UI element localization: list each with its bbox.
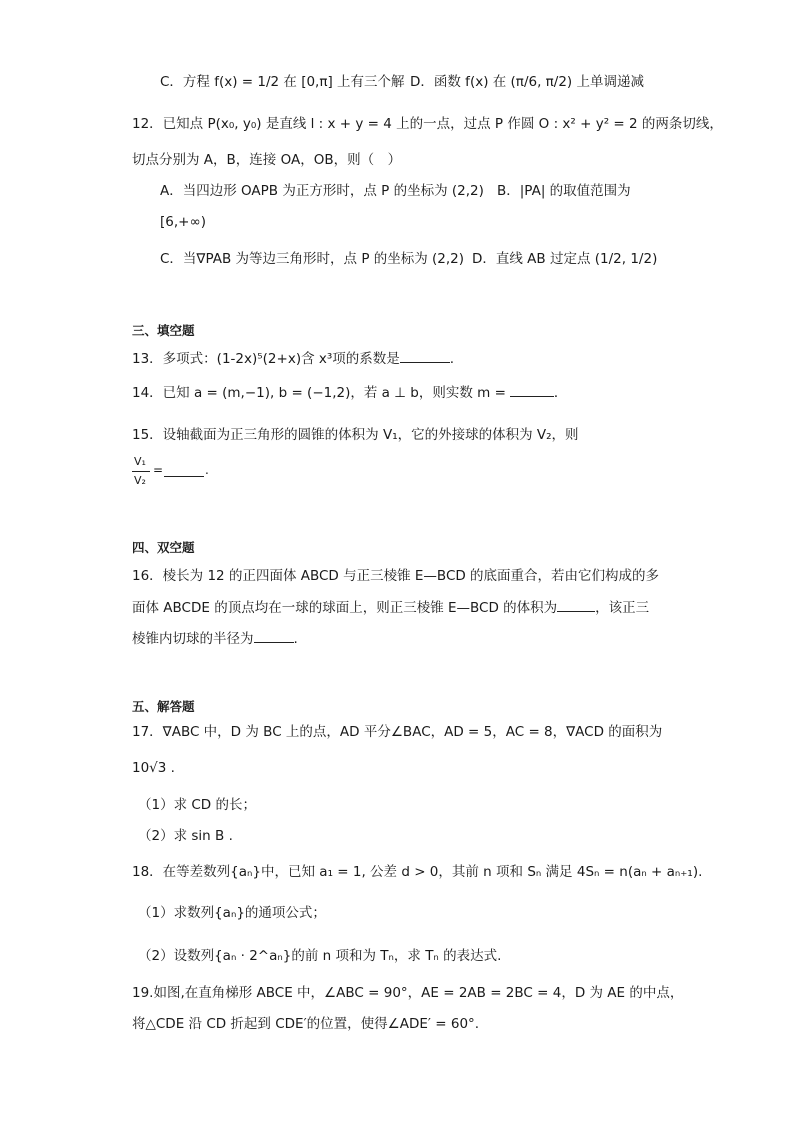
q13-period: .: [449, 351, 455, 367]
q17-part2: （2）求 sin B .: [138, 828, 233, 844]
q16-blank2: [254, 629, 294, 643]
q16-line2-tail: ，该正三: [595, 600, 650, 616]
q13-text: 13．多项式：(1-2x)⁵(2+x)含 x³项的系数是: [132, 351, 400, 367]
q17-line2: 10√3 .: [132, 760, 175, 776]
q16-line3: [132, 629, 298, 649]
section-fill-in-heading: 三、填空题: [132, 323, 195, 338]
q12-option-a: A．当四边形 OAPB 为正方形时，点 P 的坐标为 (2,2): [160, 183, 484, 199]
q13-blank: [400, 349, 450, 363]
q15-fraction-bar: [132, 471, 150, 472]
q15-stem: 15．设轴截面为正三角形的圆锥的体积为 V₁，它的外接球的体积为 V₂，则: [132, 427, 579, 443]
q13: [132, 349, 454, 369]
q12-stem-line2: 切点分别为 A，B，连接 OA，OB，则（ ）: [132, 152, 402, 168]
q11-option-c: C．方程 f(x) = 1/2 在 [0,π] 上有三个解: [160, 74, 405, 90]
q17-part1: （1）求 CD 的长；: [138, 797, 256, 813]
q12-option-d: D．直线 AB 过定点 (1/2, 1/2): [472, 251, 658, 267]
q16-period: .: [293, 631, 298, 647]
q18-line1: 18．在等差数列{aₙ}中，已知 a₁ = 1, 公差 d > 0，其前 n 项和 Sₙ 满足 4Sₙ = n(aₙ + aₙ₊₁).: [132, 864, 703, 880]
q16-line1: 16．棱长为 12 的正四面体 ABCD 与正三棱锥 E—BCD 的底面重合，若由它们构成的多: [132, 568, 660, 584]
section-double-blank-heading: 四、双空题: [132, 540, 195, 555]
q15-equals: =: [153, 463, 164, 477]
q18-part2: （2）设数列{aₙ · 2^aₙ}的前 n 项和为 Tₙ，求 Tₙ 的表达式.: [138, 948, 502, 964]
q16-line3-text: 棱锥内切球的半径为: [132, 631, 254, 647]
q15-blank: [164, 463, 204, 477]
q14-blank: [510, 383, 554, 397]
q14: [132, 383, 567, 403]
q19-line1: 19.如图,在直角梯形 ABCE 中，∠ABC = 90°，AE = 2AB = 2BC = 4，D 为 AE 的中点，: [132, 985, 684, 1001]
q12-stem-line1: 12．已知点 P(x₀, y₀) 是直线 l : x + y = 4 上的一点，过点 P 作圆 O : x² + y² = 2 的两条切线，: [132, 116, 723, 132]
q15-denominator: V₂: [134, 474, 146, 487]
q12-option-b-range: [6,+∞): [160, 214, 206, 230]
q14-text: 14．已知 a = (m,−1), b = (−1,2)，若 a ⊥ b，则实数 m =: [132, 385, 506, 401]
section-answer-heading: 五、解答题: [132, 699, 195, 714]
q18-part1: （1）求数列{aₙ}的通项公式；: [138, 905, 326, 921]
q14-period: ．: [553, 385, 568, 401]
q16-blank1: [557, 598, 595, 612]
q15-numerator: V₁: [134, 455, 146, 468]
q16-line2: [132, 598, 649, 618]
q12-option-b: B．|PA| 的取值范围为: [497, 183, 631, 199]
q15-fraction: [132, 455, 242, 497]
q16-line2-text: 面体 ABCDE 的顶点均在一球的球面上，则正三棱锥 E—BCD 的体积为: [132, 600, 558, 616]
q11-option-d: D．函数 f(x) 在 (π/6, π/2) 上单调递减: [410, 74, 644, 90]
q12-option-c: C．当∇PAB 为等边三角形时，点 P 的坐标为 (2,2): [160, 251, 465, 267]
q19-line2: 将△CDE 沿 CD 折起到 CDE′的位置，使得∠ADE′ = 60°.: [132, 1016, 480, 1032]
q15-period: .: [205, 463, 209, 477]
q17-line1: 17．∇ABC 中，D 为 BC 上的点，AD 平分∠BAC，AD = 5，AC = 8，∇ACD 的面积为: [132, 724, 663, 740]
